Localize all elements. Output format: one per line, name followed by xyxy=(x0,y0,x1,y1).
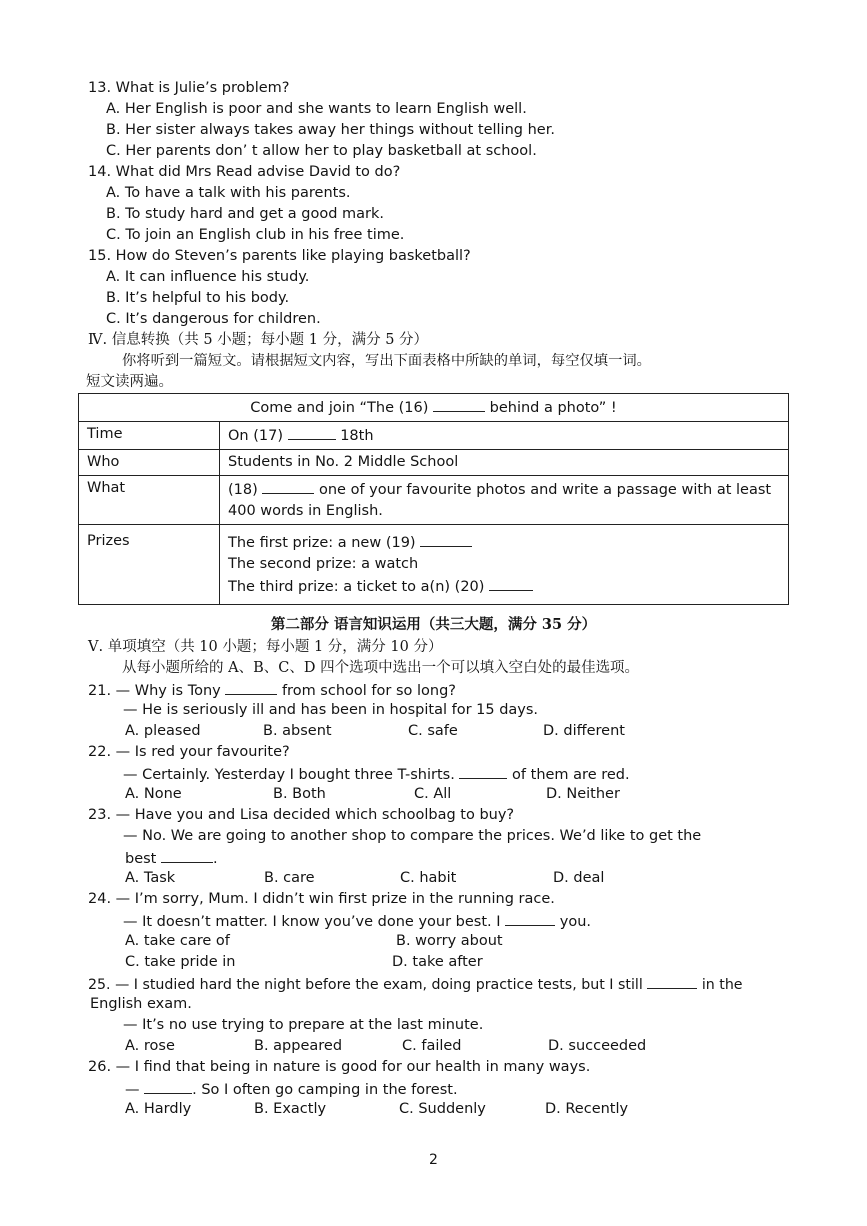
option-b: B. Exactly xyxy=(254,1101,327,1117)
option-c: C. take pride in xyxy=(125,954,236,970)
question-25-line3: — It’s no use trying to prepare at the last minute. xyxy=(123,1017,484,1033)
option-a: A. Task xyxy=(125,870,176,886)
grammar-questions xyxy=(88,637,808,1120)
option-c: C. All xyxy=(414,786,452,802)
question-15-stem: 15. How do Steven’s parents like playing basketball? xyxy=(88,248,471,264)
row-value: (18) one of your favourite photos and write a passage with at least 400 words in English. xyxy=(220,476,789,525)
table-row-time xyxy=(79,422,789,450)
row-label: Prizes xyxy=(79,525,220,605)
question-24-options-row2 xyxy=(88,952,808,973)
table-row-prizes xyxy=(79,525,789,605)
option-b: B. worry about xyxy=(396,933,503,949)
question-14-option-b: B. To study hard and get a good mark. xyxy=(106,206,384,222)
section-4-instruction: 你将听到一篇短文。请根据短文内容，写出下面表格中所缺的单词，每空仅填一词。 xyxy=(122,353,651,369)
question-21-line1: 21. — Why is Tony from school for so long? xyxy=(88,679,808,700)
question-14-stem: 14. What did Mrs Read advise David to do? xyxy=(88,164,401,180)
table-title-row xyxy=(79,394,789,422)
section-4-instruction-cont: 短文读两遍。 xyxy=(86,374,173,390)
blank-23[interactable] xyxy=(161,847,213,863)
question-21-options xyxy=(88,721,808,742)
blank-22[interactable] xyxy=(459,763,507,779)
section-4-heading: Ⅳ. 信息转换（共 5 小题；每小题 1 分，满分 5 分） xyxy=(88,332,429,348)
option-b: B. care xyxy=(264,870,315,886)
question-26-options xyxy=(88,1099,808,1120)
option-d: D. different xyxy=(543,723,625,739)
question-21-line2: — He is seriously ill and has been in hospital for 15 days. xyxy=(123,702,539,718)
row-value: The first prize: a new (19) The second prize: a watch The third prize: a ticket to a(n) (20) xyxy=(220,525,789,605)
question-25-line2: English exam. xyxy=(90,996,192,1012)
option-a: A. rose xyxy=(125,1038,175,1054)
info-transfer-table xyxy=(78,393,789,605)
page-number: 2 xyxy=(429,1152,438,1168)
question-25-options xyxy=(88,1036,808,1057)
option-a: A. Hardly xyxy=(125,1101,192,1117)
blank-20[interactable] xyxy=(489,575,533,591)
option-d: D. deal xyxy=(553,870,605,886)
question-25-line1: 25. — I studied hard the night before the exam, doing practice tests, but I still in the xyxy=(88,973,808,994)
question-24-line2: — It doesn’t matter. I know you’ve done your best. I you. xyxy=(88,910,808,931)
option-d: D. Recently xyxy=(545,1101,629,1117)
question-22-line1: 22. — Is red your favourite? xyxy=(88,744,290,760)
option-d: D. succeeded xyxy=(548,1038,647,1054)
option-d: D. Neither xyxy=(546,786,620,802)
option-b: B. appeared xyxy=(254,1038,343,1054)
row-label: What xyxy=(79,476,220,525)
blank-18[interactable] xyxy=(262,478,314,494)
question-15-option-c: C. It’s dangerous for children. xyxy=(106,311,321,327)
question-22-options xyxy=(88,784,808,805)
part-2-heading: 第二部分 语言知识运用（共三大题，满分 35 分） xyxy=(270,616,597,633)
table-row-what xyxy=(79,476,789,525)
option-b: B. Both xyxy=(273,786,326,802)
option-a: A. None xyxy=(125,786,182,802)
question-15-option-b: B. It’s helpful to his body. xyxy=(106,290,290,306)
blank-24[interactable] xyxy=(505,910,555,926)
question-13-option-b: B. Her sister always takes away her things without telling her. xyxy=(106,122,555,138)
question-24-line1: 24. — I’m sorry, Mum. I didn’t win first prize in the running race. xyxy=(88,891,555,907)
option-a: A. take care of xyxy=(125,933,230,949)
table-row-who xyxy=(79,450,789,476)
blank-16[interactable] xyxy=(433,396,485,412)
question-26-line1: 26. — I find that being in nature is good for our health in many ways. xyxy=(88,1059,591,1075)
question-24-options-row1 xyxy=(88,931,808,952)
question-13-stem: 13. What is Julie’s problem? xyxy=(88,80,290,96)
row-label: Who xyxy=(79,450,220,476)
listening-questions xyxy=(88,78,808,393)
option-c: C. safe xyxy=(408,723,458,739)
question-23-line3: best . xyxy=(88,847,808,868)
question-14-option-c: C. To join an English club in his free time. xyxy=(106,227,405,243)
question-22-line2: — Certainly. Yesterday I bought three T-shirts. of them are red. xyxy=(88,763,808,784)
option-c: C. habit xyxy=(400,870,457,886)
question-23-line2: — No. We are going to another shop to compare the prices. We’d like to get the xyxy=(123,828,702,844)
option-b: B. absent xyxy=(263,723,332,739)
question-14-option-a: A. To have a talk with his parents. xyxy=(106,185,351,201)
row-value: On (17) 18th xyxy=(220,422,789,450)
blank-19[interactable] xyxy=(420,531,472,547)
blank-26[interactable] xyxy=(144,1078,192,1094)
option-a: A. pleased xyxy=(125,723,201,739)
blank-21[interactable] xyxy=(225,679,277,695)
question-23-options xyxy=(88,868,808,889)
question-23-line1: 23. — Have you and Lisa decided which schoolbag to buy? xyxy=(88,807,515,823)
option-d: D. take after xyxy=(392,954,483,970)
blank-17[interactable] xyxy=(288,424,336,440)
blank-25[interactable] xyxy=(647,973,697,989)
table-title: Come and join “The (16) behind a photo” ! xyxy=(79,394,789,422)
option-c: C. failed xyxy=(402,1038,462,1054)
row-value: Students in No. 2 Middle School xyxy=(220,450,789,476)
question-15-option-a: A. It can influence his study. xyxy=(106,269,310,285)
question-26-line2: — . So I often go camping in the forest. xyxy=(88,1078,808,1099)
option-c: C. Suddenly xyxy=(399,1101,486,1117)
section-5-instruction: 从每小题所给的 A、B、C、D 四个选项中选出一个可以填入空白处的最佳选项。 xyxy=(122,660,640,676)
section-5-heading: Ⅴ. 单项填空（共 10 小题；每小题 1 分，满分 10 分） xyxy=(88,639,443,655)
question-13-option-c: C. Her parents don’ t allow her to play basketball at school. xyxy=(106,143,537,159)
row-label: Time xyxy=(79,422,220,450)
part-2-heading-wrap xyxy=(78,613,789,637)
question-13-option-a: A. Her English is poor and she wants to learn English well. xyxy=(106,101,527,117)
